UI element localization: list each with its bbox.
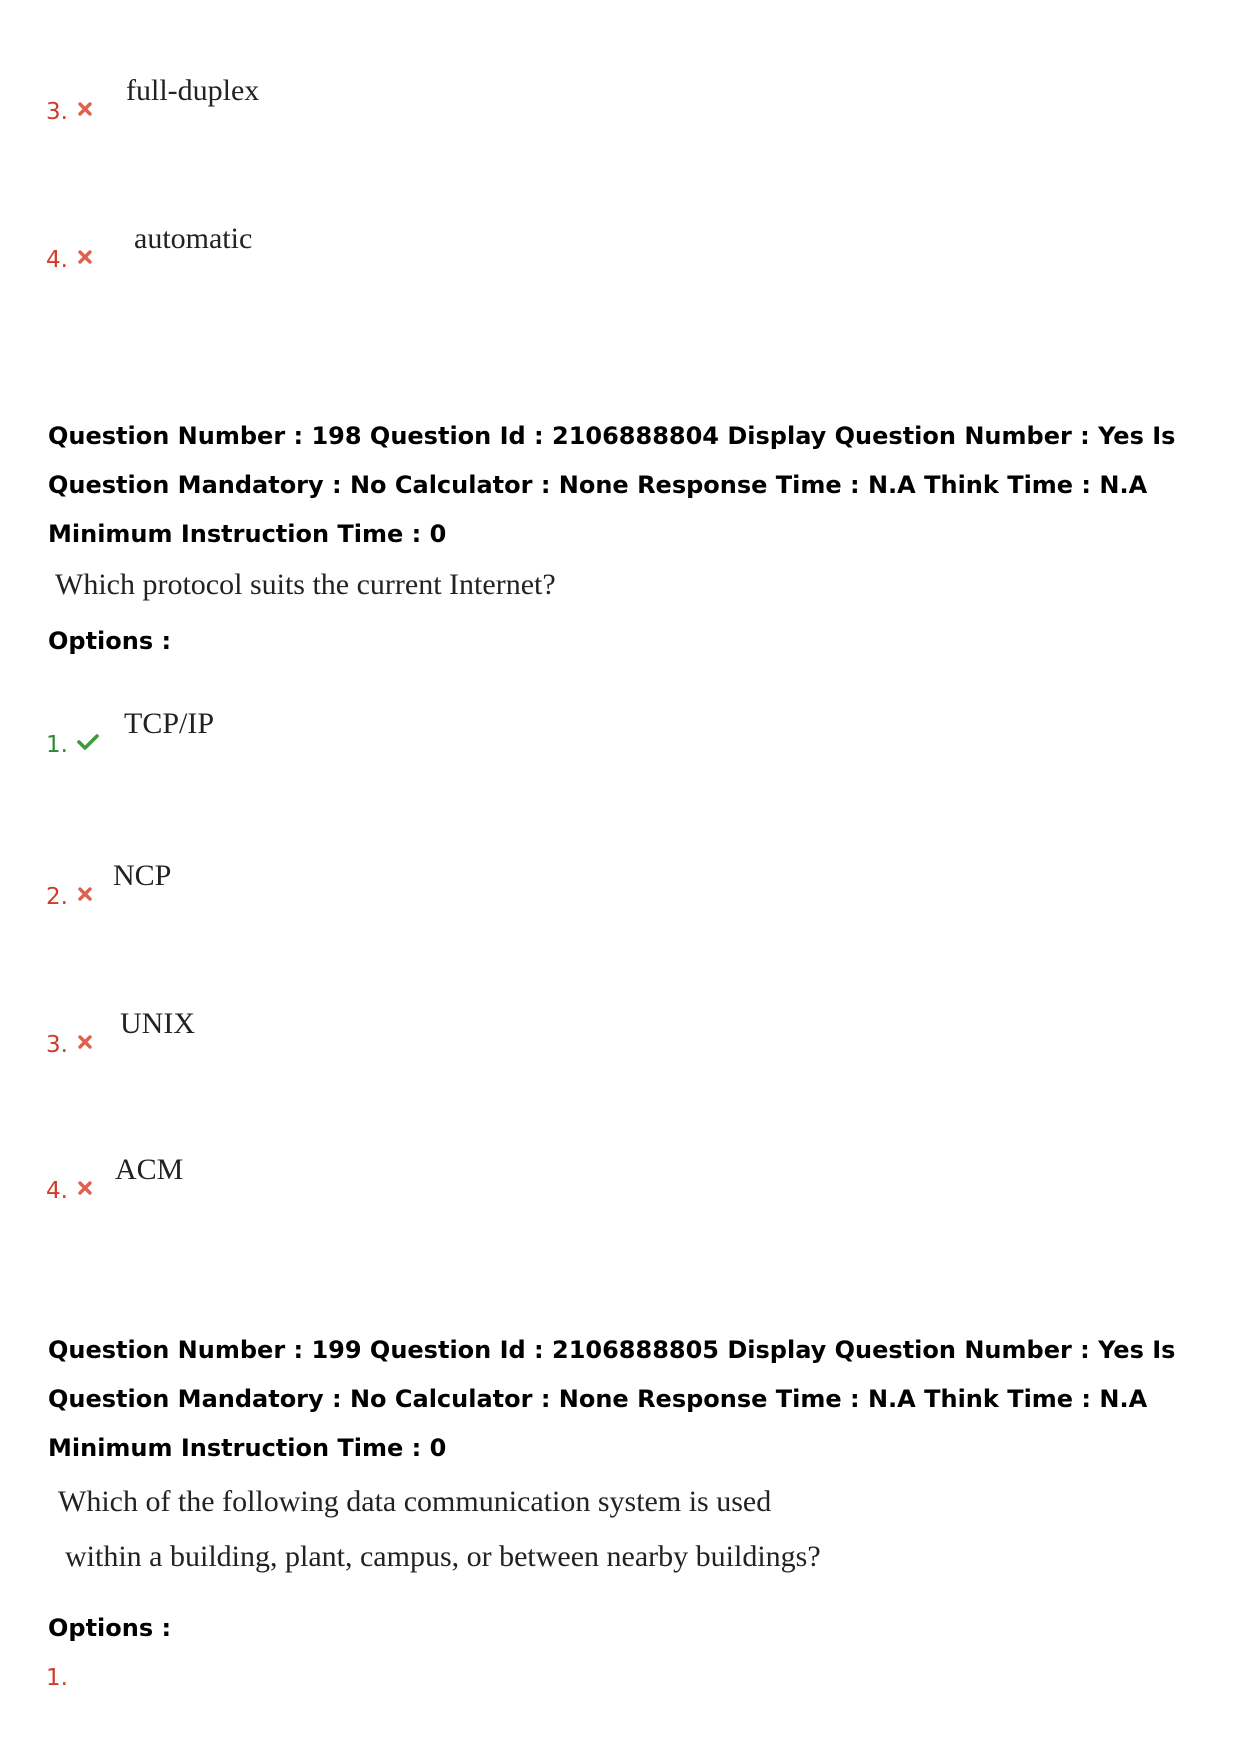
option-number: 4.	[46, 1178, 68, 1204]
option-text: full-duplex	[126, 74, 260, 107]
option-number: 4.	[46, 247, 68, 273]
option-4	[46, 222, 1146, 273]
option-number: 3.	[46, 99, 68, 125]
option-text: ACM	[115, 1153, 184, 1186]
option-text: NCP	[113, 859, 172, 892]
option-1	[46, 707, 1146, 758]
option-3	[46, 74, 1146, 125]
option-text: UNIX	[120, 1007, 195, 1040]
question-199-text-line1: Which of the following data communication system is used	[58, 1485, 772, 1518]
check-icon	[77, 733, 99, 751]
option-text: TCP/IP	[124, 707, 215, 740]
cross-icon	[76, 1179, 94, 1197]
question-198-header: Question Number : 198 Question Id : 2106888804 Display Question Number : Yes Is Question Mandatory : No Calculator : None Response Time : N.A Think Time : N.A Minimum Instruction Time : 0	[48, 422, 1176, 548]
question-198-text: Which protocol suits the current Internet?	[55, 568, 556, 601]
option-number: 1.	[46, 732, 68, 758]
cross-icon	[76, 1033, 94, 1051]
option-2	[46, 859, 1146, 910]
cross-icon	[76, 885, 94, 903]
option-4	[46, 1153, 1146, 1204]
options-label: Options :	[48, 1614, 172, 1642]
cross-icon	[76, 248, 94, 266]
options-label: Options :	[48, 627, 172, 655]
question-199-text-line2: within a building, plant, campus, or between nearby buildings?	[65, 1540, 821, 1573]
option-number: 2.	[46, 884, 68, 910]
question-199-header: Question Number : 199 Question Id : 2106888805 Display Question Number : Yes Is Question Mandatory : No Calculator : None Response Time : N.A Think Time : N.A Minimum Instruction Time : 0	[48, 1336, 1176, 1462]
option-number: 3.	[46, 1032, 68, 1058]
option-number: 1.	[46, 1665, 68, 1691]
option-1	[46, 1650, 1146, 1690]
option-text: automatic	[134, 222, 253, 255]
option-3	[46, 1007, 1146, 1058]
cross-icon	[76, 100, 94, 118]
